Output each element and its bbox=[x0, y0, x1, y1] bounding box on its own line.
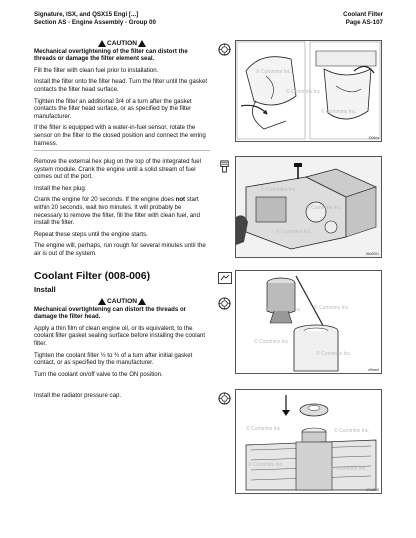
block-coolant-filter-install bbox=[34, 298, 210, 382]
block-pressure-cap bbox=[34, 392, 210, 404]
caution-text: Mechanical overtightening can distort the threads or damage the filter head. bbox=[34, 305, 187, 321]
manual-title: Signature, ISX, and QSX15 Engi [...] bbox=[34, 11, 139, 18]
block-fuel-filter-install bbox=[34, 40, 210, 151]
section-title: Coolant Filter (008-006) bbox=[34, 270, 151, 282]
step-text: Turn the coolant on/off valve to the ON position. bbox=[34, 370, 163, 378]
watermark: © Cummins Inc. bbox=[321, 109, 357, 115]
step-text: Tighten the coolant filter ½ to ¾ of a turn after initial gasket contact, or as specified by the manufacturer. bbox=[34, 351, 193, 367]
figure-radiator-cap bbox=[235, 389, 382, 494]
step-text: Apply a thin film of clean engine oil, or its equivalent, to the coolant filter gasket sealing surface before installing the coolant filter. bbox=[34, 324, 206, 347]
watermark: © Cummins Inc. bbox=[266, 307, 302, 313]
step-text: Repeat these steps until the engine starts. bbox=[34, 230, 148, 238]
watermark: © Cummins Inc. bbox=[286, 89, 322, 95]
step-text: Install the filter onto the filter head. Turn the filter until the gasket contacts the filter head surface. bbox=[34, 78, 208, 93]
section-subtitle: Install bbox=[34, 285, 56, 294]
step-text: The engine will, perhaps, run rough for several minutes until the air is out of the system. bbox=[34, 242, 206, 257]
step-text: Tighten the filter an additional 3/4 of a turn after the gasket contacts the filter head surface, or as specified by the filter manufacturer. bbox=[34, 97, 192, 120]
figure-id: 17o0119 bbox=[366, 488, 379, 492]
watermark: © Cummins Inc. bbox=[331, 466, 367, 472]
hand-tighten-icon bbox=[218, 297, 231, 310]
watermark: © Cummins Inc. bbox=[314, 305, 350, 311]
watermark: © Cummins Inc. bbox=[334, 428, 370, 434]
step-text: Install the radiator pressure cap. bbox=[34, 392, 122, 399]
figure-id: sf0eeel bbox=[368, 368, 379, 372]
page-number: Page AS-107 bbox=[345, 19, 383, 26]
watermark: © Cummins Inc. bbox=[316, 351, 352, 357]
watermark: © Cummins Inc. bbox=[254, 339, 290, 345]
block-priming bbox=[34, 158, 210, 262]
topic-title: Coolant Filter bbox=[343, 11, 383, 18]
divider bbox=[34, 150, 210, 151]
coolant-filter-illustration bbox=[236, 271, 381, 373]
section-name: Section AS - Engine Assembly - Group 00 bbox=[34, 19, 156, 26]
warning-triangle-icon bbox=[138, 298, 146, 305]
watermark: © Cummins Inc. bbox=[256, 69, 292, 75]
warning-triangle-icon bbox=[138, 40, 146, 47]
figure-id: 06o0001 bbox=[365, 252, 379, 256]
caution-banner bbox=[34, 40, 210, 48]
figure-id: f00dea bbox=[368, 136, 379, 140]
radiator-cap-illustration bbox=[236, 390, 381, 493]
step-text: Fill the filter with clean fuel prior to installation. bbox=[34, 66, 159, 74]
step-text: Crank the engine for 20 seconds. If the engine does not start within 20 seconds, wait two minutes. It will probably be necessary to remove the filter, fill the filter with clean fuel, and install the filter. bbox=[34, 196, 200, 227]
socket-wrench-icon bbox=[218, 160, 231, 173]
watermark: © Cummins Inc. bbox=[261, 187, 297, 193]
page-header-left bbox=[34, 11, 156, 27]
install-symbol-icon bbox=[218, 272, 232, 284]
step-text: If the filter is equipped with a water-in-fuel sensor, rotate the sensor on the filter to the closed position and connect the wiring harness. bbox=[34, 124, 206, 147]
warning-triangle-icon bbox=[98, 298, 106, 305]
figure-coolant-filter bbox=[235, 270, 382, 374]
caution-label: CAUTION bbox=[106, 40, 138, 47]
hand-tighten-icon bbox=[218, 392, 231, 405]
watermark: © Cummins Inc. bbox=[306, 205, 342, 211]
step-text: Install the hex plug. bbox=[34, 184, 87, 192]
page-header-right bbox=[343, 11, 383, 27]
step-text: Remove the external hex plug on the top of the integrated fuel system module. Crank the engine until a solid stream of fuel comes out of the port. bbox=[34, 158, 202, 181]
caution-text: Mechanical overtightening of the filter can distort the threads or damage the filter element seal. bbox=[34, 47, 188, 63]
watermark: © Cummins Inc. bbox=[248, 462, 284, 468]
caution-label: CAUTION bbox=[106, 298, 138, 305]
watermark: © Cummins Inc. bbox=[246, 426, 282, 432]
hand-tighten-icon bbox=[218, 43, 231, 56]
caution-banner bbox=[34, 298, 210, 306]
figure-fuel-module bbox=[235, 156, 382, 258]
warning-triangle-icon bbox=[98, 40, 106, 47]
figure-filter-install bbox=[235, 40, 382, 142]
watermark: © Cummins Inc. bbox=[276, 229, 312, 235]
